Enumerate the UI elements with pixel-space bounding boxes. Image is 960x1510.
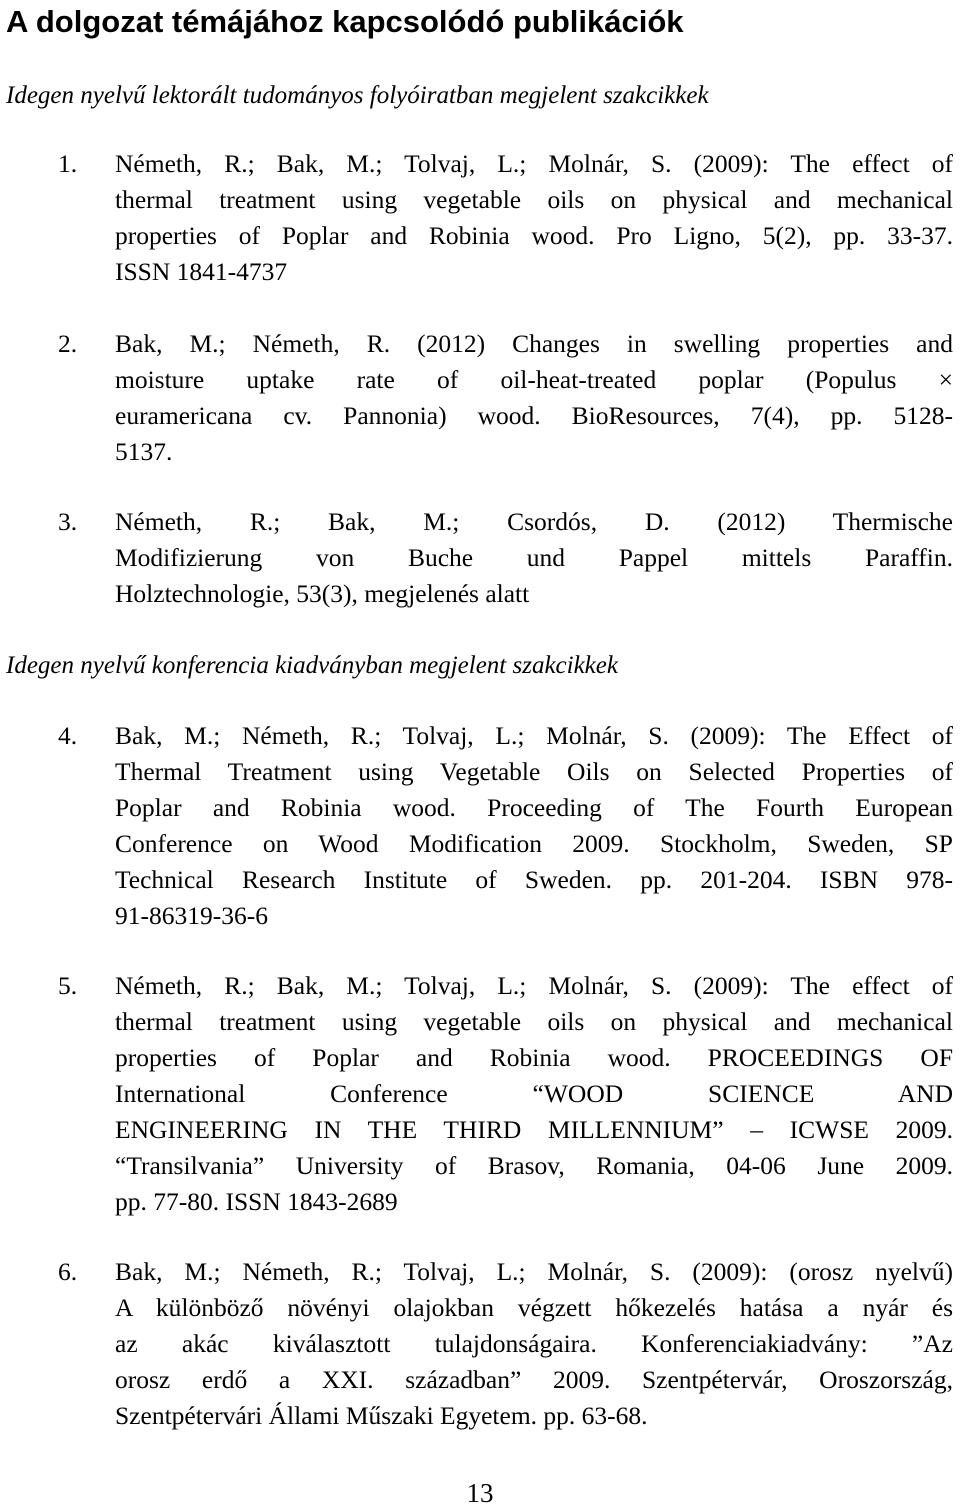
publication-number: 4. xyxy=(58,721,78,750)
page-number: 13 xyxy=(466,1478,494,1508)
publication-line: Szentpétervári Állami Műszaki Egyetem. pp. 63-68. xyxy=(115,1401,648,1430)
publication-line: properties of Poplar and Robinia wood. PROCEEDINGS OF xyxy=(115,1043,953,1072)
publication-line: Modifizierung von Buche und Pappel mittels Paraffin. xyxy=(115,543,953,572)
publication-line: Bak, M.; Németh, R. (2012) Changes in swelling properties and xyxy=(115,329,953,358)
publication-line: ENGINEERING IN THE THIRD MILLENNIUM” – ICWSE 2009. xyxy=(115,1115,953,1144)
publication-line: moisture uptake rate of oil-heat-treated poplar (Populus × xyxy=(115,365,953,394)
publication-line: International Conference “WOOD SCIENCE AND xyxy=(115,1079,953,1108)
publication-line: thermal treatment using vegetable oils on physical and mechanical xyxy=(115,1007,953,1036)
publication-line: Thermal Treatment using Vegetable Oils on Selected Properties of xyxy=(115,757,953,786)
publication-line: Poplar and Robinia wood. Proceeding of The Fourth European xyxy=(115,793,953,822)
publication-number: 6. xyxy=(58,1257,78,1286)
publication-line: A különböző növényi olajokban végzett hőkezelés hatása a nyár és xyxy=(115,1293,953,1322)
publication-line: az akác kiválasztott tulajdonságaira. Konferenciakiadvány: ”Az xyxy=(115,1329,953,1358)
publication-line: 5137. xyxy=(115,437,173,466)
publication-line: Holztechnologie, 53(3), megjelenés alatt xyxy=(115,579,530,608)
publication-line: 91-86319-36-6 xyxy=(115,901,268,930)
publication-line: Németh, R.; Bak, M.; Csordós, D. (2012) Thermische xyxy=(115,507,953,536)
publication-line: Németh, R.; Bak, M.; Tolvaj, L.; Molnár, S. (2009): The effect of xyxy=(115,971,953,1000)
publication-line: thermal treatment using vegetable oils on physical and mechanical xyxy=(115,185,953,214)
publication-number: 3. xyxy=(58,507,78,536)
publication-line: Németh, R.; Bak, M.; Tolvaj, L.; Molnár, S. (2009): The effect of xyxy=(115,149,953,178)
section-heading-conference: Idegen nyelvű konferencia kiadványban megjelent szakcikkek xyxy=(6,652,618,679)
publication-line: euramericana cv. Pannonia) wood. BioResources, 7(4), pp. 5128- xyxy=(115,401,953,430)
section-heading-journal: Idegen nyelvű lektorált tudományos folyóiratban megjelent szakcikkek xyxy=(6,82,709,109)
publication-line: Technical Research Institute of Sweden. pp. 201-204. ISBN 978- xyxy=(115,865,953,894)
publication-number: 1. xyxy=(58,149,78,178)
publication-line: pp. 77-80. ISSN 1843-2689 xyxy=(115,1187,398,1216)
publication-line: “Transilvania” University of Brasov, Romania, 04-06 June 2009. xyxy=(115,1151,953,1180)
publication-number: 5. xyxy=(58,971,78,1000)
publication-number: 2. xyxy=(58,329,78,358)
publication-line: ISSN 1841-4737 xyxy=(115,257,288,286)
page-title: A dolgozat témájához kapcsolódó publikációk xyxy=(6,4,684,39)
publication-line: Bak, M.; Németh, R.; Tolvaj, L.; Molnár, S. (2009): (orosz nyelvű) xyxy=(115,1257,953,1286)
publication-line: Bak, M.; Németh, R.; Tolvaj, L.; Molnár, S. (2009): The Effect of xyxy=(115,721,953,750)
publication-line: Conference on Wood Modification 2009. Stockholm, Sweden, SP xyxy=(115,829,953,858)
publication-line: properties of Poplar and Robinia wood. Pro Ligno, 5(2), pp. 33-37. xyxy=(115,221,953,250)
publication-line: orosz erdő a XXI. században” 2009. Szentpétervár, Oroszország, xyxy=(115,1365,953,1394)
